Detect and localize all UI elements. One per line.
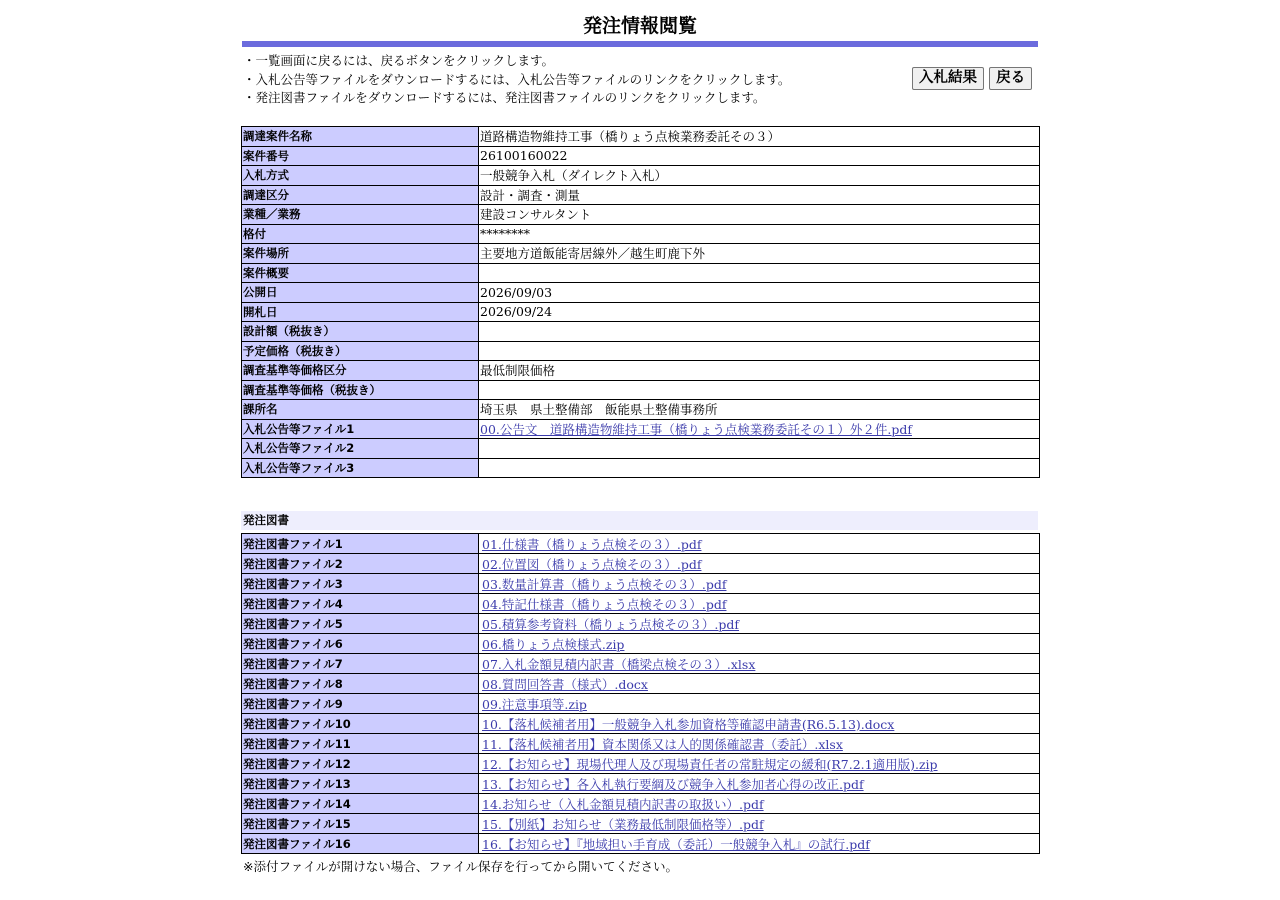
file-link[interactable]: 14.お知らせ（入札金額見積内訳書の取扱い）.pdf — [482, 796, 764, 812]
row-value: ******** — [479, 224, 1040, 244]
table-row — [242, 654, 1040, 674]
row-label: 発注図書ファイル2 — [242, 554, 479, 574]
table-row — [242, 185, 1040, 205]
row-value — [479, 458, 1040, 478]
file-link[interactable]: 02.位置図（橋りょう点検その３）.pdf — [482, 556, 702, 572]
table-row — [242, 534, 1040, 554]
row-label: 公開日 — [242, 283, 479, 303]
row-value: 2026/09/03 — [479, 283, 1040, 303]
table-row — [242, 205, 1040, 225]
row-value — [479, 574, 1040, 594]
file-link[interactable]: 10.【落札候補者用】一般競争入札参加資格等確認申請書(R6.5.13).docx — [482, 716, 895, 732]
table-row — [242, 794, 1040, 814]
row-value — [479, 794, 1040, 814]
row-value — [479, 734, 1040, 754]
row-value: 主要地方道飯能寄居線外／越生町鹿下外 — [479, 244, 1040, 264]
back-button[interactable]: 戻る — [989, 67, 1032, 90]
section-title-documents: 発注図書 — [241, 511, 1038, 530]
row-label: 発注図書ファイル4 — [242, 594, 479, 614]
table-row — [242, 814, 1040, 834]
row-value — [479, 834, 1040, 854]
row-label: 発注図書ファイル16 — [242, 834, 479, 854]
row-value — [479, 654, 1040, 674]
table-row — [242, 594, 1040, 614]
table-row — [242, 361, 1040, 381]
row-value — [479, 380, 1040, 400]
row-value — [479, 714, 1040, 734]
table-row — [242, 774, 1040, 794]
row-label: 入札方式 — [242, 166, 479, 186]
file-link[interactable]: 16.【お知らせ】『地域担い手育成（委託）一般競争入札』の試行.pdf — [482, 836, 870, 852]
row-label: 入札公告等ファイル2 — [242, 439, 479, 459]
action-buttons — [911, 67, 1032, 90]
row-label: 発注図書ファイル1 — [242, 534, 479, 554]
row-value: 一般競争入札（ダイレクト入札） — [479, 166, 1040, 186]
file-link[interactable]: 04.特記仕様書（橋りょう点検その３）.pdf — [482, 596, 727, 612]
page-title: 発注情報閲覧 — [582, 15, 697, 37]
table-row — [242, 302, 1040, 322]
row-label: 入札公告等ファイル3 — [242, 458, 479, 478]
file-link[interactable]: 03.数量計算書（橋りょう点検その３）.pdf — [482, 576, 727, 592]
row-value — [479, 674, 1040, 694]
row-label: 発注図書ファイル3 — [242, 574, 479, 594]
order-documents-table — [241, 533, 1040, 854]
table-row — [242, 244, 1040, 264]
table-row — [242, 400, 1040, 420]
row-label: 発注図書ファイル9 — [242, 694, 479, 714]
row-label: 発注図書ファイル10 — [242, 714, 479, 734]
row-value — [479, 534, 1040, 554]
file-link[interactable]: 08.質問回答書（様式）.docx — [482, 676, 648, 692]
instruction-line: ・発注図書ファイルをダウンロードするには、発注図書ファイルのリンクをクリックします。 — [243, 90, 766, 105]
row-label: 発注図書ファイル11 — [242, 734, 479, 754]
row-label: 設計額（税抜き） — [242, 322, 479, 342]
table-row — [242, 283, 1040, 303]
table-row — [242, 714, 1040, 734]
row-label: 格付 — [242, 224, 479, 244]
file-link[interactable]: 05.積算参考資料（橋りょう点検その３）.pdf — [482, 616, 739, 632]
file-link[interactable]: 01.仕様書（橋りょう点検その３）.pdf — [482, 536, 702, 552]
file-link[interactable]: 06.橋りょう点検様式.zip — [482, 636, 625, 652]
row-label: 発注図書ファイル12 — [242, 754, 479, 774]
row-value: 建設コンサルタント — [479, 205, 1040, 225]
row-label: 入札公告等ファイル1 — [242, 419, 479, 439]
row-label: 発注図書ファイル14 — [242, 794, 479, 814]
table-row — [242, 634, 1040, 654]
row-label: 案件場所 — [242, 244, 479, 264]
file-link[interactable]: 09.注意事項等.zip — [482, 696, 587, 712]
file-link[interactable]: 11.【落札候補者用】資本関係又は人的関係確認書（委託）.xlsx — [482, 736, 843, 752]
bid-results-button[interactable]: 入札結果 — [912, 67, 984, 90]
row-label: 課所名 — [242, 400, 479, 420]
file-link[interactable]: 13.【お知らせ】各入札執行要綱及び競争入札参加者心得の改正.pdf — [482, 776, 864, 792]
row-value — [479, 263, 1040, 283]
row-value — [479, 774, 1040, 794]
table-row — [242, 834, 1040, 854]
row-label: 業種／業務 — [242, 205, 479, 225]
row-label: 発注図書ファイル8 — [242, 674, 479, 694]
table-row — [242, 694, 1040, 714]
row-label: 発注図書ファイル6 — [242, 634, 479, 654]
table-row — [242, 674, 1040, 694]
row-label: 調達案件名称 — [242, 127, 479, 147]
row-label: 発注図書ファイル15 — [242, 814, 479, 834]
row-value: 道路構造物維持工事（橋りょう点検業務委託その３） — [479, 127, 1040, 147]
row-value — [479, 754, 1040, 774]
row-value — [479, 614, 1040, 634]
table-row — [242, 574, 1040, 594]
row-label: 調査基準等価格区分 — [242, 361, 479, 381]
file-link[interactable]: 12.【お知らせ】現場代理人及び現場責任者の常駐規定の緩和(R7.2.1適用版).zip — [482, 756, 938, 772]
instructions — [243, 52, 883, 108]
row-value — [479, 554, 1040, 574]
row-value: 2026/09/24 — [479, 302, 1040, 322]
row-value — [479, 594, 1040, 614]
row-label: 予定価格（税抜き） — [242, 341, 479, 361]
table-row — [242, 419, 1040, 439]
row-label: 案件番号 — [242, 146, 479, 166]
row-value — [479, 694, 1040, 714]
table-row — [242, 263, 1040, 283]
table-row — [242, 146, 1040, 166]
table-row — [242, 322, 1040, 342]
row-label: 案件概要 — [242, 263, 479, 283]
table-row — [242, 734, 1040, 754]
table-row — [242, 554, 1040, 574]
table-row — [242, 614, 1040, 634]
row-label: 発注図書ファイル5 — [242, 614, 479, 634]
table-row — [242, 439, 1040, 459]
row-value — [479, 322, 1040, 342]
instruction-line: ・入札公告等ファイルをダウンロードするには、入札公告等ファイルのリンクをクリックします。 — [243, 71, 791, 87]
row-label: 発注図書ファイル13 — [242, 774, 479, 794]
instruction-line: ・一覧画面に戻るには、戻るボタンをクリックします。 — [243, 53, 555, 68]
row-label: 調査基準等価格（税抜き） — [242, 380, 479, 400]
order-details-table — [241, 126, 1040, 478]
row-label: 発注図書ファイル7 — [242, 654, 479, 674]
row-value — [479, 634, 1040, 654]
file-link[interactable]: 07.入札金額見積内訳書（橋梁点検その３）.xlsx — [482, 656, 756, 672]
row-value — [479, 439, 1040, 459]
table-row — [242, 341, 1040, 361]
file-link[interactable]: 00.公告文 道路構造物維持工事（橋りょう点検業務委託その１）外２件.pdf — [480, 421, 912, 437]
table-row — [242, 166, 1040, 186]
table-row — [242, 458, 1040, 478]
row-value: 設計・調査・測量 — [479, 185, 1040, 205]
row-label: 開札日 — [242, 302, 479, 322]
row-value: 最低制限価格 — [479, 361, 1040, 381]
row-value — [479, 341, 1040, 361]
row-value — [479, 814, 1040, 834]
file-link[interactable]: 15.【別紙】お知らせ（業務最低制限価格等）.pdf — [482, 816, 764, 832]
row-value: 埼玉県 県土整備部 飯能県土整備事務所 — [479, 400, 1040, 420]
title-divider — [242, 41, 1038, 47]
table-row — [242, 754, 1040, 774]
row-value: 26100160022 — [479, 146, 1040, 166]
row-value — [479, 419, 1040, 439]
table-row — [242, 224, 1040, 244]
table-row — [242, 380, 1040, 400]
footer-note: ※添付ファイルが開けない場合、ファイル保存を行ってから開いてください。 — [243, 859, 678, 874]
table-row — [242, 127, 1040, 147]
row-label: 調達区分 — [242, 185, 479, 205]
